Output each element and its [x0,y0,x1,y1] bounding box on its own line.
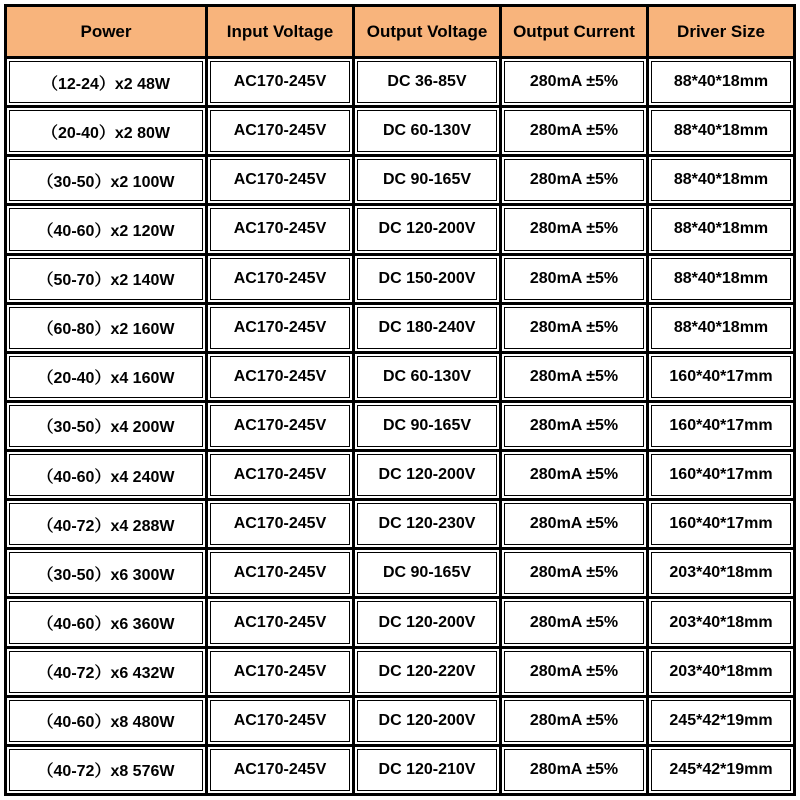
driver-size-cell: 88*40*18mm [649,108,793,154]
input-voltage-cell: AC170-245V [208,59,352,105]
output-voltage-cell: DC 60-130V [355,108,499,154]
column-header-power: Power [7,7,205,56]
output-current-cell: 280mA ±5% [502,649,646,695]
driver-size-cell: 203*40*18mm [649,599,793,645]
output-voltage-cell: DC 90-165V [355,550,499,596]
output-voltage-cell: DC 120-210V [355,747,499,793]
driver-size-cell: 160*40*17mm [649,501,793,547]
output-current-cell: 280mA ±5% [502,206,646,252]
driver-size-cell: 88*40*18mm [649,157,793,203]
driver-size-cell: 203*40*18mm [649,550,793,596]
input-voltage-cell: AC170-245V [208,108,352,154]
input-voltage-cell: AC170-245V [208,649,352,695]
input-voltage-cell: AC170-245V [208,256,352,302]
output-current-cell: 280mA ±5% [502,501,646,547]
input-voltage-cell: AC170-245V [208,747,352,793]
output-current-cell: 280mA ±5% [502,354,646,400]
output-current-cell: 280mA ±5% [502,550,646,596]
output-voltage-cell: DC 180-240V [355,305,499,351]
column-header-output-current: Output Current [502,7,646,56]
driver-size-cell: 88*40*18mm [649,59,793,105]
output-current-cell: 280mA ±5% [502,305,646,351]
driver-spec-table [4,4,796,796]
power-cell: （20-40）x4 160W [7,354,205,400]
input-voltage-cell: AC170-245V [208,698,352,744]
column-header-input-voltage: Input Voltage [208,7,352,56]
output-current-cell: 280mA ±5% [502,403,646,449]
output-voltage-cell: DC 150-200V [355,256,499,302]
output-voltage-cell: DC 120-200V [355,599,499,645]
driver-size-cell: 203*40*18mm [649,649,793,695]
power-cell: （60-80）x2 160W [7,305,205,351]
power-cell: （30-50）x2 100W [7,157,205,203]
input-voltage-cell: AC170-245V [208,452,352,498]
driver-size-cell: 245*42*19mm [649,747,793,793]
output-current-cell: 280mA ±5% [502,452,646,498]
column-header-driver-size: Driver Size [649,7,793,56]
input-voltage-cell: AC170-245V [208,157,352,203]
output-voltage-cell: DC 120-230V [355,501,499,547]
power-cell: （40-60）x4 240W [7,452,205,498]
power-cell: （50-70）x2 140W [7,256,205,302]
input-voltage-cell: AC170-245V [208,501,352,547]
input-voltage-cell: AC170-245V [208,305,352,351]
output-current-cell: 280mA ±5% [502,59,646,105]
output-current-cell: 280mA ±5% [502,256,646,302]
input-voltage-cell: AC170-245V [208,550,352,596]
input-voltage-cell: AC170-245V [208,206,352,252]
power-cell: （30-50）x4 200W [7,403,205,449]
driver-size-cell: 245*42*19mm [649,698,793,744]
output-voltage-cell: DC 60-130V [355,354,499,400]
output-voltage-cell: DC 120-220V [355,649,499,695]
power-cell: （40-60）x2 120W [7,206,205,252]
output-current-cell: 280mA ±5% [502,108,646,154]
input-voltage-cell: AC170-245V [208,599,352,645]
driver-size-cell: 88*40*18mm [649,305,793,351]
output-voltage-cell: DC 120-200V [355,206,499,252]
input-voltage-cell: AC170-245V [208,354,352,400]
driver-size-cell: 88*40*18mm [649,206,793,252]
output-voltage-cell: DC 36-85V [355,59,499,105]
driver-size-cell: 88*40*18mm [649,256,793,302]
output-current-cell: 280mA ±5% [502,747,646,793]
output-current-cell: 280mA ±5% [502,157,646,203]
power-cell: （40-60）x6 360W [7,599,205,645]
output-current-cell: 280mA ±5% [502,698,646,744]
output-voltage-cell: DC 90-165V [355,403,499,449]
output-voltage-cell: DC 90-165V [355,157,499,203]
output-current-cell: 280mA ±5% [502,599,646,645]
power-cell: （40-72）x6 432W [7,649,205,695]
power-cell: （40-72）x4 288W [7,501,205,547]
driver-size-cell: 160*40*17mm [649,452,793,498]
output-voltage-cell: DC 120-200V [355,698,499,744]
power-cell: （30-50）x6 300W [7,550,205,596]
power-cell: （20-40）x2 80W [7,108,205,154]
driver-size-cell: 160*40*17mm [649,403,793,449]
input-voltage-cell: AC170-245V [208,403,352,449]
power-cell: （40-72）x8 576W [7,747,205,793]
driver-size-cell: 160*40*17mm [649,354,793,400]
power-cell: （12-24）x2 48W [7,59,205,105]
column-header-output-voltage: Output Voltage [355,7,499,56]
power-cell: （40-60）x8 480W [7,698,205,744]
output-voltage-cell: DC 120-200V [355,452,499,498]
